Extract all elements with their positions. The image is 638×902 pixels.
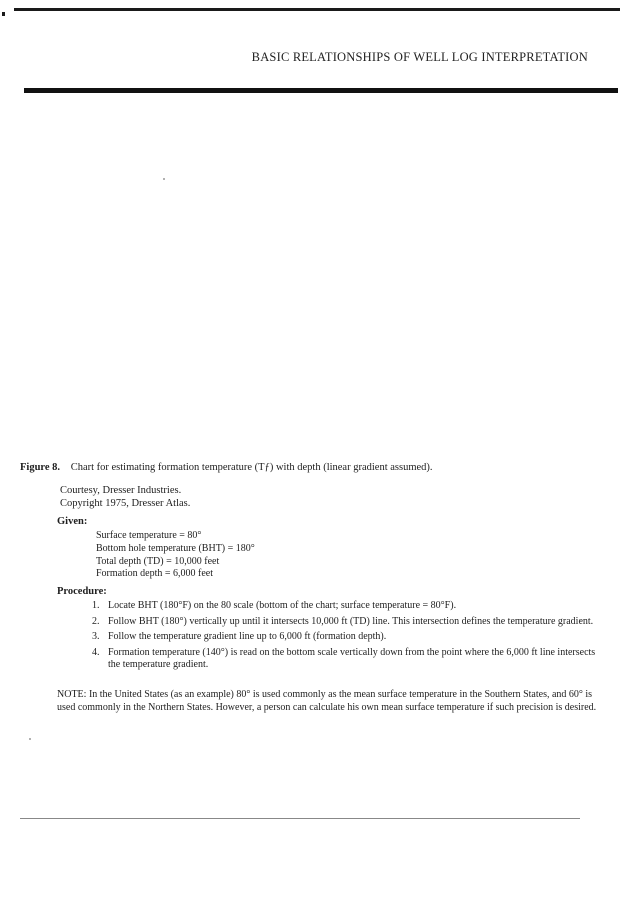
given-item: Surface temperature = 80° — [96, 530, 202, 541]
footer-rule — [20, 818, 580, 819]
scan-speck — [29, 738, 31, 740]
given-list — [96, 530, 255, 581]
step-number: 3. — [92, 631, 100, 642]
step-text: Follow the temperature gradient line up to 6,000 ft (formation depth). — [108, 631, 387, 642]
procedure-step — [92, 615, 596, 629]
margin-mark — [2, 12, 5, 16]
scan-speck — [163, 178, 165, 180]
running-header: BASIC RELATIONSHIPS OF WELL LOG INTERPRETATION — [251, 50, 588, 64]
credits — [60, 484, 190, 510]
given-item: Formation depth = 6,000 feet — [96, 568, 214, 580]
step-text: Formation temperature (140°) is read on the bottom scale vertically down from the point where the 6,000 ft line intersects the temperature gradient. — [108, 646, 596, 670]
procedure-step — [92, 646, 596, 672]
given-item: Total depth (TD) = 10,000 feet — [96, 555, 220, 567]
figure-caption-text: Chart for estimating formation temperature (Tƒ) with depth (linear gradient assumed). — [70, 462, 433, 473]
figure-label: Figure 8. — [20, 462, 61, 473]
step-number: 1. — [92, 600, 100, 611]
courtesy-line: Courtesy, Dresser Industries. — [60, 485, 182, 496]
copyright-line: Copyright 1975, Dresser Atlas. — [60, 498, 191, 509]
step-number: 2. — [92, 615, 100, 627]
step-text: Locate BHT (180°F) on the 80 scale (bottom of the chart; surface temperature = 80°F). — [108, 600, 457, 611]
figure-caption — [20, 462, 620, 473]
header-rule — [24, 88, 618, 93]
top-rule — [14, 8, 620, 11]
given-item: Bottom hole temperature (BHT) = 180° — [96, 542, 255, 554]
given-heading: Given: — [57, 516, 88, 527]
procedure-step — [92, 631, 596, 644]
procedure-list — [92, 600, 596, 675]
procedure-step — [92, 600, 596, 613]
procedure-heading: Procedure: — [57, 586, 107, 597]
note-paragraph: NOTE: In the United States (as an example) 80° is used commonly as the mean surface temperature in the Southern States, and 60° is used commonly in the Northern States. However, a person can calculate his own mean surface temperature if such precision is desired. — [57, 689, 597, 713]
step-text: Follow BHT (180°) vertically up until it intersects 10,000 ft (TD) line. This intersection defines the temperature gradient. — [108, 615, 594, 627]
step-number: 4. — [92, 646, 100, 658]
